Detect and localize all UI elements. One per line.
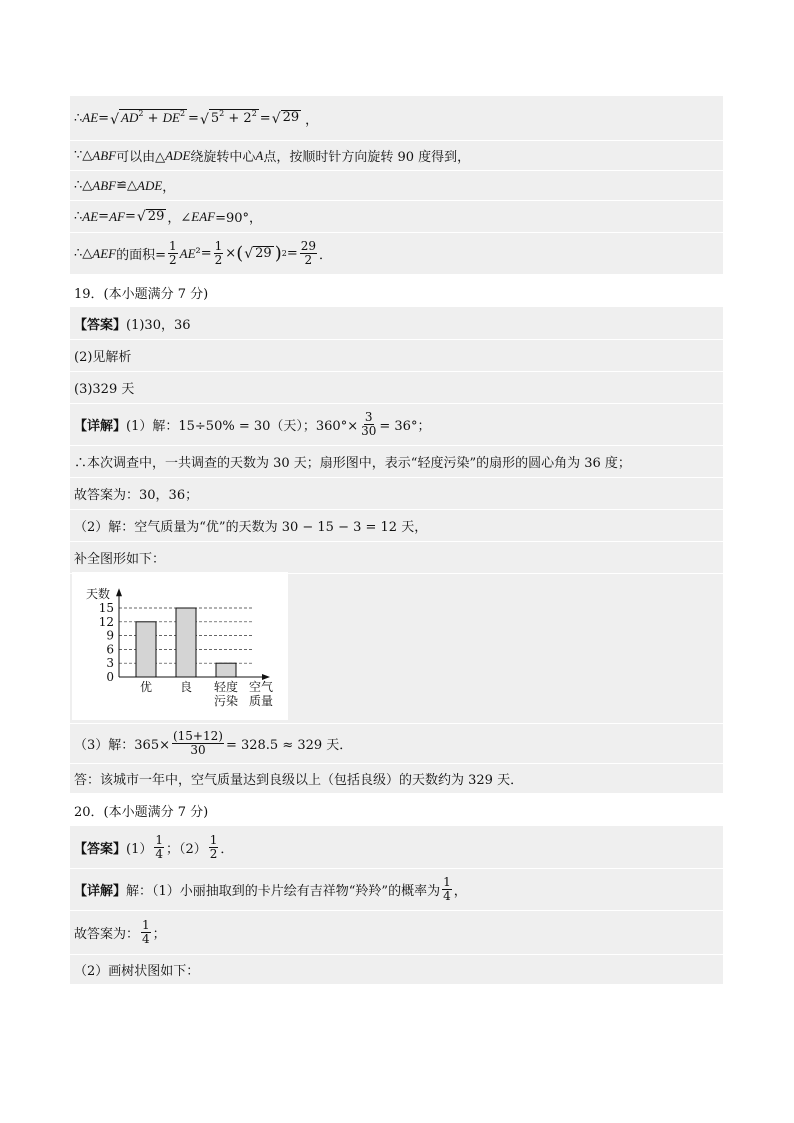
- x-tick-label: 良: [179, 680, 193, 694]
- y-tick-label: 9: [106, 628, 114, 643]
- answer-label: 【答案】: [74, 317, 127, 333]
- q20-heading: [70, 798, 723, 822]
- fraction: [300, 240, 317, 266]
- text: ．: [319, 248, 333, 263]
- heading-text: 19．(本小题满分 7 分): [74, 286, 209, 302]
- num: 29: [147, 208, 165, 224]
- numerator: 1: [209, 832, 218, 847]
- text: ；: [152, 927, 166, 942]
- text: ，: [305, 112, 319, 128]
- denominator: 30: [190, 743, 206, 757]
- bar-chart-svg: [72, 572, 288, 720]
- text: 点，按顺时针方向旋转 90 度得到，: [263, 150, 471, 165]
- var: AD: [121, 110, 139, 126]
- y-tick-label: 6: [106, 642, 114, 657]
- sqrt-29: √ 29: [271, 110, 300, 127]
- var: DE: [162, 110, 180, 126]
- q19-fill-label: [70, 541, 723, 573]
- detail-label: 【详解】: [74, 884, 127, 899]
- heading-text: 20．(本小题满分 7 分): [74, 804, 209, 820]
- text: ∴: [74, 209, 83, 224]
- num: 29: [282, 110, 300, 126]
- line-congruent: [70, 170, 723, 200]
- denominator: 30: [361, 424, 377, 438]
- fraction: [360, 411, 377, 437]
- line-rotation: [70, 140, 723, 170]
- text: ∴本次调查中，一共调查的天数为 30 天；扇形图中，表示“轻度污染”的扇形的圆心角为 36 度；: [74, 456, 631, 471]
- text: ．: [220, 841, 234, 857]
- sqrt-expr: √ $AD^2 + DE^2$: [110, 109, 186, 128]
- text: = 36°；: [379, 419, 431, 434]
- bar: [136, 622, 156, 677]
- numerator: 1: [443, 875, 451, 890]
- y-tick-label: 12: [98, 614, 114, 629]
- text: ，: [162, 180, 176, 195]
- text: =: [98, 110, 110, 126]
- text: (1）解：15÷50% = 30（天）；360°×: [126, 419, 359, 434]
- denominator: 2: [169, 253, 177, 267]
- text: +: [143, 111, 163, 127]
- text: （2）解：空气质量为“优”的天数为 30 − 15 − 3 = 12 天，: [74, 520, 428, 535]
- q19-conclusion: [70, 445, 723, 477]
- var: AE: [82, 208, 99, 224]
- var: AE: [82, 110, 99, 125]
- q19-answer: [70, 307, 723, 339]
- q20-tree-label: [70, 954, 723, 984]
- text: ∴△: [74, 178, 93, 193]
- q19-answer-2: [70, 339, 723, 371]
- num: 29: [255, 245, 272, 261]
- numerator: 1: [214, 239, 223, 254]
- q19-part3: [70, 723, 723, 763]
- denominator: 4: [443, 889, 451, 903]
- sqrt-29: √ 29: [136, 208, 165, 226]
- text: 解：（1）小丽抽取到的卡片绘有吉祥物“羚羚”的概率为: [126, 884, 441, 899]
- fraction: [442, 876, 452, 902]
- var: EAF: [191, 208, 216, 224]
- numerator: 1: [169, 239, 177, 254]
- x-axis-label: 空气: [248, 680, 274, 694]
- denominator: 2: [304, 253, 313, 267]
- text: 补全图形如下：: [74, 552, 166, 567]
- var: ABF: [92, 177, 117, 193]
- numerator: 1: [142, 918, 150, 933]
- var: ADE: [137, 177, 163, 193]
- text: (1)30，36: [126, 317, 191, 333]
- text: (1）: [126, 841, 153, 857]
- text: =90°，: [215, 211, 263, 226]
- denominator: 2: [209, 846, 218, 861]
- numerator: 1: [155, 832, 163, 847]
- y-tick-label: 0: [106, 670, 114, 684]
- x-tick-label: 污染: [213, 694, 239, 708]
- denominator: 4: [142, 932, 150, 946]
- text: ²=: [195, 246, 212, 261]
- y-tick-label: 3: [106, 656, 114, 671]
- text: ，: [453, 884, 467, 899]
- numerator: 29: [300, 239, 317, 254]
- x-tick-label: 轻度: [213, 680, 239, 694]
- bar-chart: [72, 572, 288, 720]
- fraction: [154, 834, 164, 860]
- y-tick-label: 15: [98, 601, 114, 615]
- q20-answer: [70, 826, 723, 868]
- numerator: 3: [364, 410, 373, 425]
- y-axis-label: 天数: [86, 587, 111, 602]
- var: AF: [109, 208, 125, 224]
- var: AEF: [92, 245, 117, 261]
- text: (2)见解析: [74, 350, 132, 365]
- var: ADE: [165, 147, 191, 163]
- text: =: [124, 209, 136, 224]
- text: ，∠: [167, 211, 192, 226]
- num: 2: [243, 111, 252, 127]
- q19-final: [70, 763, 723, 793]
- num: 5: [210, 111, 220, 127]
- text: ∴△: [74, 246, 93, 261]
- fraction: [209, 834, 219, 860]
- q19-part2: [70, 509, 723, 541]
- fraction: [214, 240, 224, 266]
- fraction: [141, 919, 151, 945]
- q20-answer-line: [70, 910, 723, 954]
- y-axis-arrow: [116, 588, 122, 596]
- answer-label: 【答案】: [74, 841, 127, 857]
- text: =: [259, 110, 271, 126]
- detail-label: 【详解】: [74, 419, 127, 434]
- denominator: 4: [155, 846, 163, 861]
- line-ae-af: [70, 200, 723, 232]
- text: 故答案为：30，36；: [74, 488, 199, 503]
- text: ≌△: [116, 178, 137, 193]
- text: ∵△: [74, 148, 93, 163]
- bar: [176, 608, 196, 677]
- text: (3)329 天: [74, 382, 135, 397]
- text: 故答案为：: [74, 927, 140, 942]
- text: = 328.5 ≈ 329 天．: [225, 738, 353, 753]
- var: AE: [179, 245, 196, 261]
- bar: [216, 663, 236, 677]
- text: 绕旋转中心: [190, 150, 256, 165]
- text: ；（2）: [166, 841, 207, 857]
- q19-answer-3: [70, 371, 723, 403]
- text: （2）画树状图如下：: [74, 964, 200, 979]
- line-ae-length: [70, 96, 723, 140]
- text: ×: [225, 246, 237, 261]
- denominator: 2: [214, 253, 223, 267]
- text: =: [188, 110, 199, 126]
- numerator: (15+12): [172, 729, 223, 744]
- x-axis-label: 质量: [248, 694, 274, 708]
- q19-detail-1: [70, 403, 723, 445]
- text: 答：该城市一年中，空气质量达到良级以上（包括良级）的天数约为 329 天．: [74, 773, 524, 788]
- text: 的面积=: [116, 248, 167, 263]
- fraction: [168, 240, 178, 266]
- text: ∴: [74, 110, 83, 126]
- q19-heading: [70, 280, 723, 304]
- text: =: [98, 209, 110, 224]
- var: A: [255, 147, 264, 163]
- line-area: ∴△ AEF 的面积= $\frac{1}{2}$ AE ²= $\frac{1}{2}$ × ( √ 29 ) 2 = $\frac{29}{2}$ ．: [70, 232, 723, 274]
- q19-answer-line: [70, 477, 723, 509]
- var: ABF: [92, 147, 117, 163]
- sqrt-expr: √ $5^2 + 2^2$: [199, 109, 257, 128]
- text: （3）解：365×: [74, 738, 170, 753]
- text: 可以由△: [116, 150, 166, 165]
- q20-detail: [70, 868, 723, 910]
- x-tick-label: 优: [139, 680, 153, 694]
- sqrt-29: √ 29: [244, 245, 272, 263]
- fraction: [172, 730, 224, 756]
